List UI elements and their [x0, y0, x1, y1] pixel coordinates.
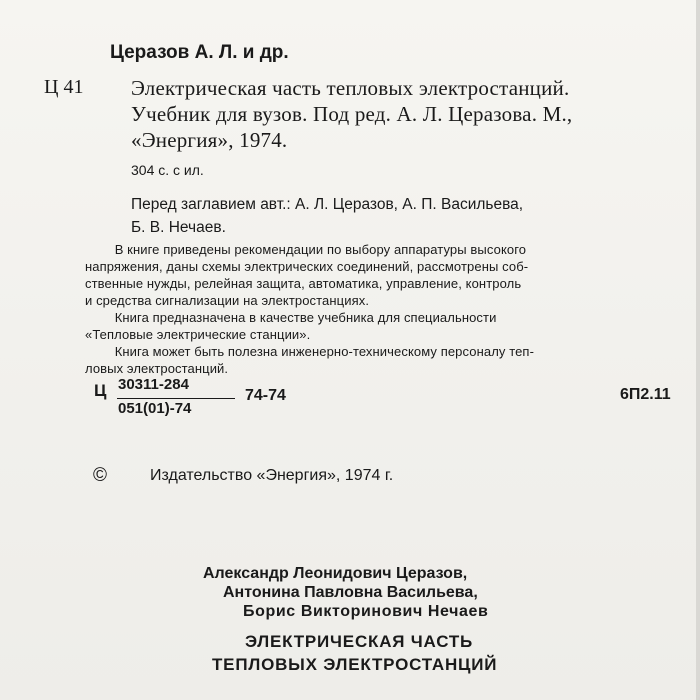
bbk-year-code: 74-74: [245, 387, 286, 404]
copyright-icon: ©: [93, 465, 107, 486]
abstract-line: В книге приведены рекомендации по выбору аппаратуры высокого: [85, 242, 527, 257]
udk-code: 6П2.11: [620, 386, 671, 403]
abstract-line: ственные нужды, релейная защита, автоматика, управление, контроль: [85, 276, 522, 291]
classmark: Ц 41: [44, 76, 84, 98]
abstract-line: «Тепловые электрические станции».: [85, 327, 311, 342]
imprint-author: Борис Викторинович Нечаев: [243, 603, 489, 620]
abstract-line: ловых электростанций.: [85, 361, 229, 376]
imprint-title-line: ТЕПЛОВЫХ ЭЛЕКТРОСТАНЦИЙ: [212, 655, 498, 674]
bbk-fraction-line: [117, 398, 235, 399]
abstract-line: Книга предназначена в качестве учебника для специальности: [85, 310, 497, 325]
abstract-line: Книга может быть полезна инженерно-техническому персоналу теп-: [85, 344, 534, 359]
abstract-line: и средства сигнализации на электростанциях.: [85, 293, 370, 308]
page-edge: [696, 0, 700, 700]
catalog-title-line: Учебник для вузов. Под ред. А. Л. Церазова. М.,: [131, 102, 573, 126]
authors-note-line: Перед заглавием авт.: А. Л. Церазов, А. П. Васильева,: [131, 196, 524, 213]
imprint-title-line: ЭЛЕКТРИЧЕСКАЯ ЧАСТЬ: [245, 632, 474, 651]
page-count: 304 с. с ил.: [131, 162, 204, 178]
bbk-numerator: 30311-284: [118, 376, 189, 393]
abstract-line: напряжения, даны схемы электрических соединений, рассмотрены соб-: [85, 259, 529, 274]
bbk-denominator: 051(01)-74: [118, 400, 192, 417]
catalog-title-line: Электрическая часть тепловых электростанций.: [131, 76, 570, 100]
imprint-author: Антонина Павловна Васильева,: [223, 584, 478, 601]
bbk-letter: Ц: [94, 381, 107, 400]
catalog-author-header: Церазов А. Л. и др.: [110, 42, 289, 63]
copyright-text: Издательство «Энергия», 1974 г.: [150, 467, 394, 484]
imprint-author: Александр Леонидович Церазов,: [203, 565, 468, 582]
catalog-title-line: «Энергия», 1974.: [131, 128, 288, 152]
authors-note-line: Б. В. Нечаев.: [131, 219, 226, 236]
